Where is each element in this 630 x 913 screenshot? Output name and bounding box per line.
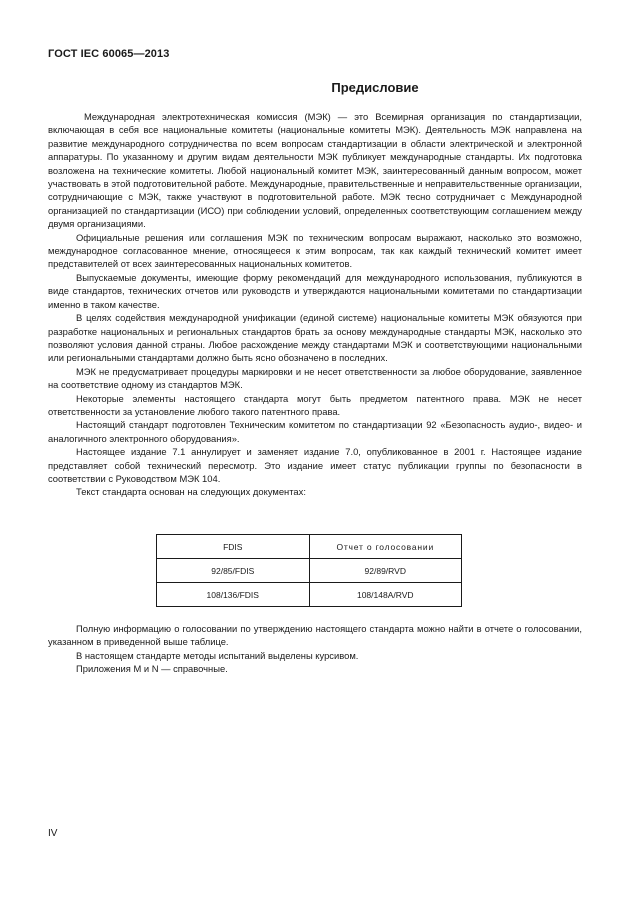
paragraph: Текст стандарта основан на следующих документах: bbox=[76, 486, 306, 498]
table-header-row bbox=[157, 535, 462, 559]
paragraph: Полную информацию о голосовании по утверждению настоящего стандарта можно найти в отчете о голосовании, указанном в приведенной выше таблице. bbox=[48, 623, 582, 648]
table-row bbox=[157, 559, 462, 583]
documents-table bbox=[156, 534, 462, 607]
paragraph: МЭК не предусматривает процедуры маркировки и не несет ответственности за любое оборудование, заявленное на соответствие одному из стандартов МЭК. bbox=[48, 365, 582, 391]
paragraph: Международная электротехническая комиссия (МЭК) — это Всемирная организация по стандартизации, включающая в себя все национальные комитеты (национальные комитеты МЭК). Деятельность МЭК направлена на развитие международного сотрудничества по всем вопросам стандартизации в области электрической и электронной аппаратуры. По указанному и другим видам деятельности МЭК публикует международные стандарты. Их подготовка возложена на технические комитеты. Любой национальный комитет МЭК, заинтересованный данным вопросом, может участвовать в этой подготовительной работе. Международные, правительственные и неправительственные организации, сотрудничающие с МЭК, также участвуют в подготовительной работе. МЭК тесно сотрудничает с Международной организацией по стандартизации (ИСО) при соблюдении условий, определенных соответствующим соглашением между двумя организациями. bbox=[48, 111, 582, 230]
table-header-fdis: FDIS bbox=[157, 535, 310, 559]
document-code: ГОСТ IEC 60065—2013 bbox=[48, 48, 170, 60]
table-header-voting-report: Отчет о голосовании bbox=[309, 535, 462, 559]
paragraph: В целях содействия международной унификации (единой системе) национальные комитеты МЭК обязуются при разработке национальных и региональных стандартов брать за основу международные стандарты МЭК, насколько это позволяют условия данной страны. Любое расхождение между стандартами МЭК и соответствующими национальными или региональными стандартами должно быть ясно обозначено в последних. bbox=[48, 312, 582, 364]
page-number: IV bbox=[48, 828, 58, 839]
page-title: Предисловие bbox=[331, 80, 419, 95]
paragraph: Настоящее издание 7.1 аннулирует и заменяет издание 7.0, опубликованное в 2001 г. Настоящее издание представляет собой технический пересмотр. Это издание имеет статус публикации группы по безопасности в соответствии с Руководством МЭК 104. bbox=[48, 446, 582, 484]
paragraph: Некоторые элементы настоящего стандарта могут быть предметом патентного права. МЭК не несет ответственности за установление любого такого патентного права. bbox=[48, 392, 582, 417]
table-cell: 108/148A/RVD bbox=[309, 583, 462, 607]
paragraph: Настоящий стандарт подготовлен Техническим комитетом по стандартизации 92 «Безопасность аудио-, видео- и аналогичного электронного оборудования». bbox=[48, 419, 582, 444]
paragraph: Официальные решения или соглашения МЭК по техническим вопросам выражают, насколько это возможно, международное согласованное мнение, относящееся к этим вопросам, так как каждый технический комитет имеет представителей от всех заинтересованных национальных комитетов. bbox=[48, 231, 582, 270]
paragraph: Выпускаемые документы, имеющие форму рекомендаций для международного использования, публикуются в виде стандартов, технических отчетов или руководств и утверждаются национальными комитетами по стандартизации именно в таком качестве. bbox=[48, 271, 582, 310]
table-cell: 92/89/RVD bbox=[309, 559, 462, 583]
table-cell: 108/136/FDIS bbox=[157, 583, 310, 607]
table-cell: 92/85/FDIS bbox=[157, 559, 310, 583]
foreword-closing bbox=[48, 622, 582, 676]
paragraph: В настоящем стандарте методы испытаний выделены курсивом. bbox=[76, 649, 359, 661]
table-row bbox=[157, 583, 462, 607]
paragraph: Приложения M и N — справочные. bbox=[76, 663, 228, 675]
foreword-body bbox=[48, 110, 582, 499]
